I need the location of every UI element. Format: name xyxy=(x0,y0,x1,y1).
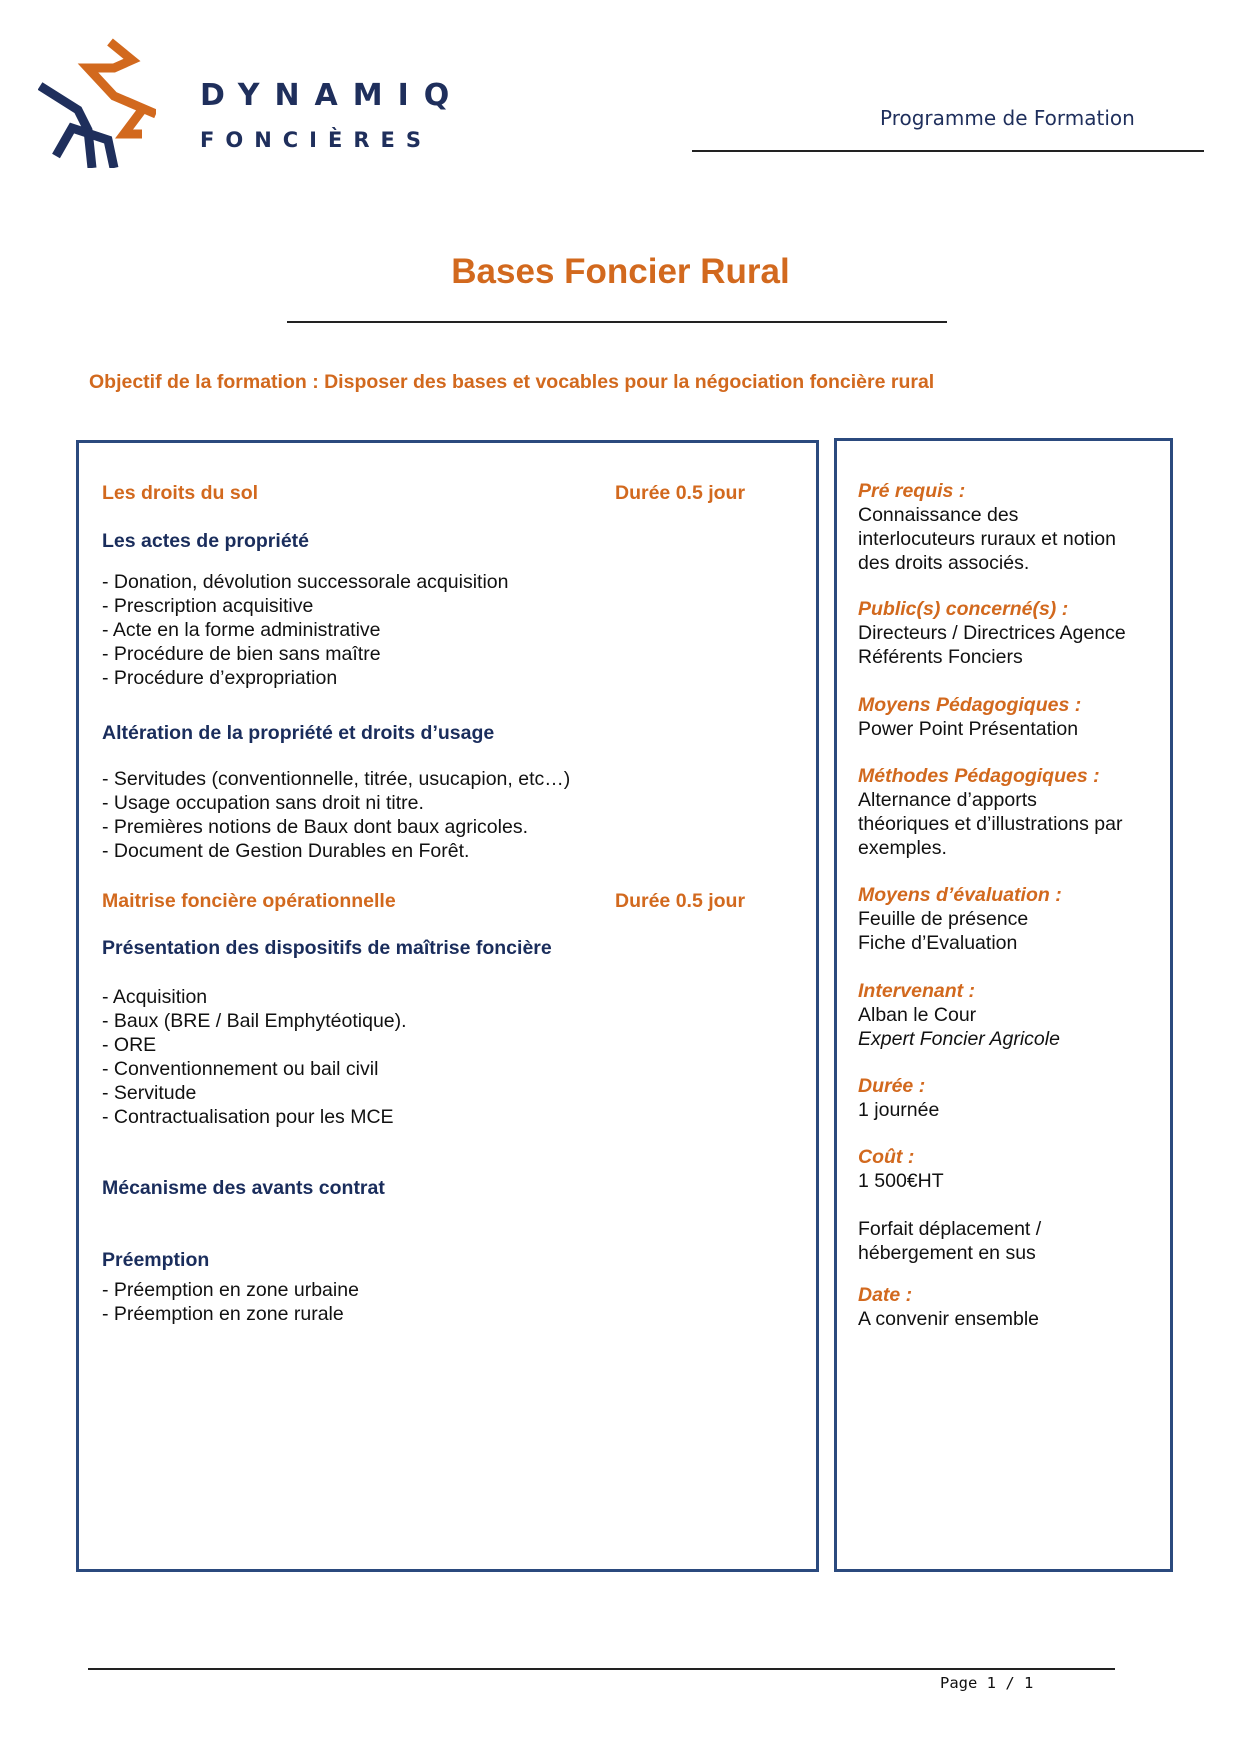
subsection-title-actes-propriete: Les actes de propriété xyxy=(102,530,309,552)
list-dispositifs xyxy=(102,985,407,1129)
list-item: - Préemption en zone urbaine xyxy=(102,1279,359,1301)
subsection-title-alteration: Altération de la propriété et droits d’usage xyxy=(102,722,495,744)
list-item: - Premières notions de Baux dont baux agricoles. xyxy=(102,816,528,838)
cout-value: 1 500€HT xyxy=(858,1170,944,1192)
list-actes-propriete xyxy=(102,570,508,690)
page-number: Page 1 / 1 xyxy=(940,1674,1034,1692)
training-objective: Objectif de la formation : Disposer des bases et vocables pour la négociation foncière rural xyxy=(89,371,935,393)
methodes-label: Méthodes Pédagogiques : xyxy=(858,765,1100,787)
brand-name: DYNAMIQ xyxy=(200,78,465,113)
evaluation-label: Moyens d’évaluation : xyxy=(858,884,1062,906)
brand-subtitle: FONCIÈRES xyxy=(200,128,432,152)
list-item: - Servitudes (conventionnelle, titrée, usucapion, etc…) xyxy=(102,768,571,790)
list-item: - Contractualisation pour les MCE xyxy=(102,1106,394,1128)
list-item: - ORE xyxy=(102,1034,157,1056)
list-item: - Préemption en zone rurale xyxy=(102,1303,344,1325)
footer-divider xyxy=(88,1668,1115,1670)
list-item: - Donation, dévolution successorale acquisition xyxy=(102,571,509,593)
list-item: - Acte en la forme administrative xyxy=(102,619,381,641)
list-item: - Conventionnement ou bail civil xyxy=(102,1058,379,1080)
public-label: Public(s) concerné(s) : xyxy=(858,598,1069,620)
list-item: - Procédure d’expropriation xyxy=(102,667,338,689)
date-value: A convenir ensemble xyxy=(858,1308,1040,1330)
title-divider xyxy=(287,321,947,323)
cout-note: Forfait déplacement / hébergement en sus xyxy=(858,1218,1042,1264)
page-title: Bases Foncier Rural xyxy=(451,252,790,291)
section-title-maitrise: Maitrise foncière opérationnelle xyxy=(102,890,396,912)
list-item: - Servitude xyxy=(102,1082,197,1104)
subsection-title-dispositifs: Présentation des dispositifs de maîtrise foncière xyxy=(102,937,552,959)
subsection-title-preemption: Préemption xyxy=(102,1249,210,1271)
methodes-text: Alternance d’apports théoriques et d’illustrations par exemples. xyxy=(858,789,1123,859)
section-title-droits-du-sol: Les droits du sol xyxy=(102,482,259,504)
duree-value: 1 journée xyxy=(858,1099,940,1121)
list-preemption xyxy=(102,1278,359,1326)
dynamiq-logo-icon xyxy=(38,38,156,168)
duree-label: Durée : xyxy=(858,1075,926,1097)
moyens-text: Power Point Présentation xyxy=(858,718,1079,740)
date-label: Date : xyxy=(858,1284,913,1306)
moyens-label: Moyens Pédagogiques : xyxy=(858,694,1082,716)
cout-label: Coût : xyxy=(858,1146,915,1168)
section-duration: Durée 0.5 jour xyxy=(615,890,746,912)
prereq-label: Pré requis : xyxy=(858,480,966,502)
header-divider xyxy=(692,150,1204,152)
list-item: - Usage occupation sans droit ni titre. xyxy=(102,792,424,814)
intervenant-name: Alban le Cour xyxy=(858,1004,977,1026)
intervenant-label: Intervenant : xyxy=(858,980,976,1002)
list-item: - Baux (BRE / Bail Emphytéotique). xyxy=(102,1010,407,1032)
prereq-text: Connaissance des interlocuteurs ruraux et notion des droits associés. xyxy=(858,504,1116,574)
intervenant-text xyxy=(858,1003,1060,1051)
evaluation-text: Feuille de présence Fiche d’Evaluation xyxy=(858,908,1029,954)
section-duration: Durée 0.5 jour xyxy=(615,482,746,504)
intervenant-role: Expert Foncier Agricole xyxy=(858,1028,1060,1050)
list-item: - Procédure de bien sans maître xyxy=(102,643,381,665)
subsection-title-avants-contrat: Mécanisme des avants contrat xyxy=(102,1177,385,1199)
list-item: - Prescription acquisitive xyxy=(102,595,314,617)
document-type: Programme de Formation xyxy=(880,106,1135,130)
public-text: Directeurs / Directrices Agence Référents Fonciers xyxy=(858,622,1126,668)
list-item: - Acquisition xyxy=(102,986,208,1008)
list-alteration xyxy=(102,767,570,863)
list-item: - Document de Gestion Durables en Forêt. xyxy=(102,840,470,862)
